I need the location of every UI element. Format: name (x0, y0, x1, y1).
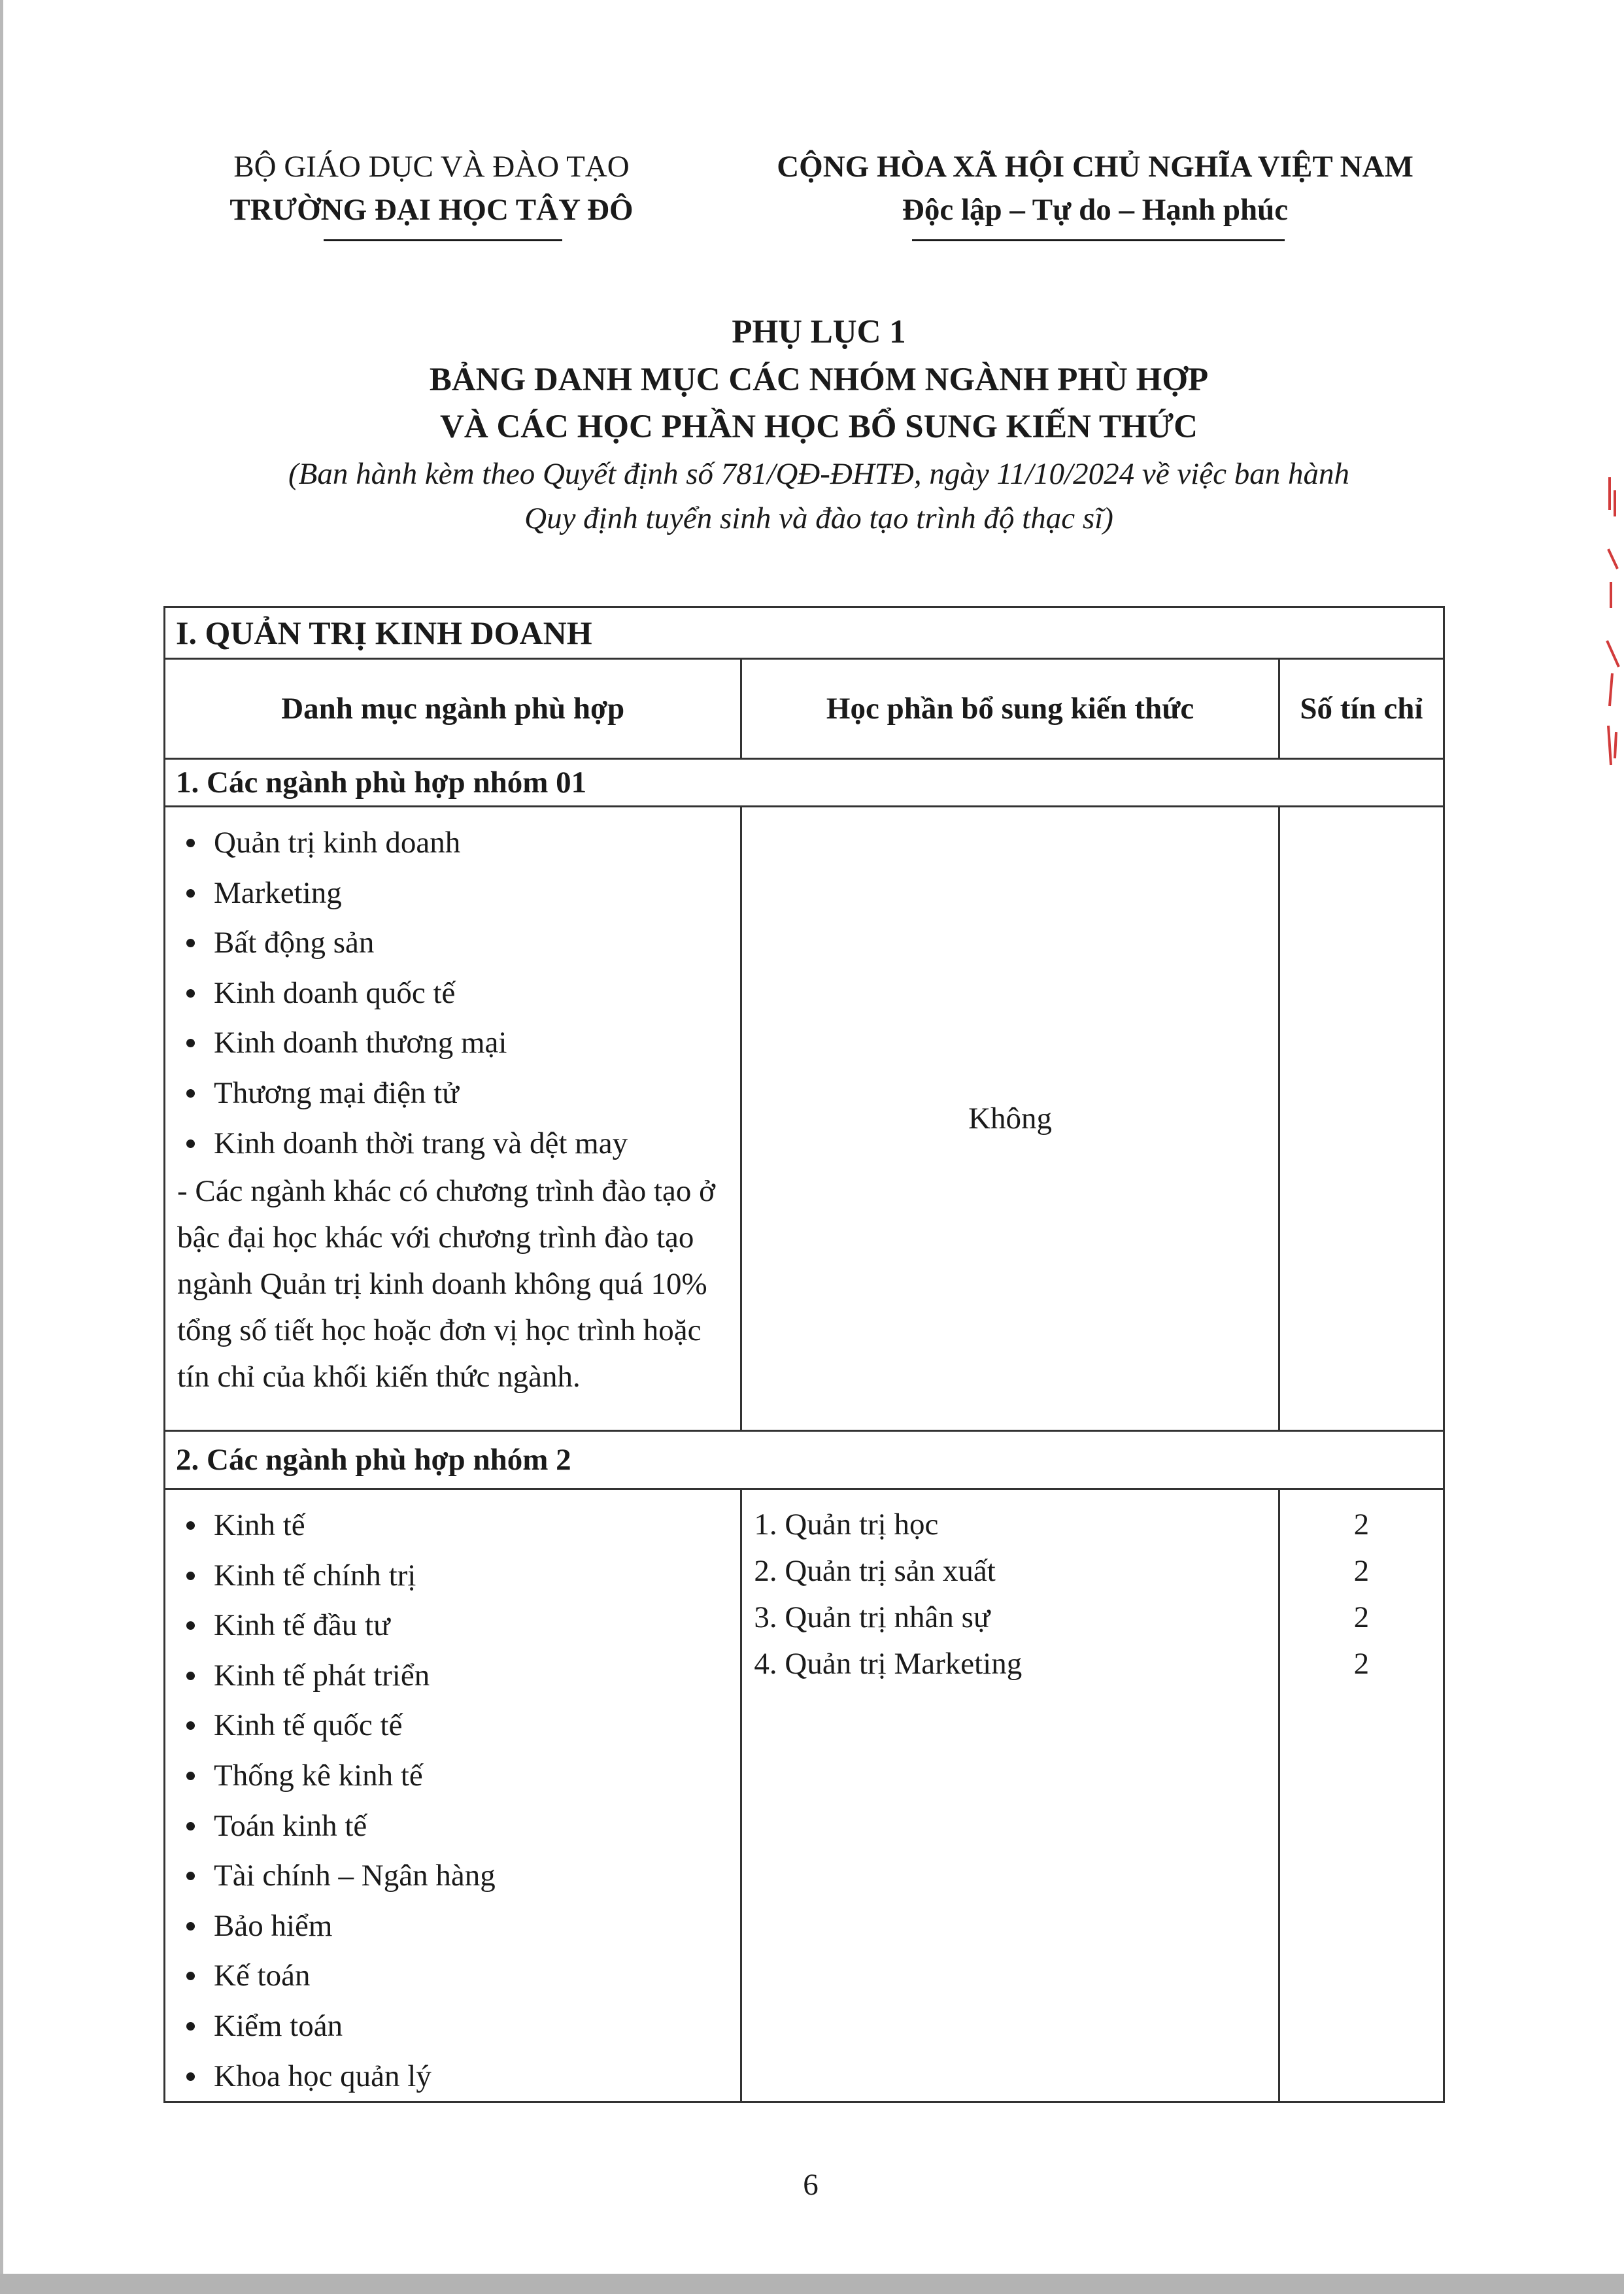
major-item: Khoa học quản lý (177, 2051, 740, 2102)
motto: Độc lập – Tự do – Hạnh phúc (902, 193, 1289, 227)
republic-name: CỘNG HÒA XÃ HỘI CHỦ NGHĨA VIỆT NAM (777, 150, 1413, 184)
document-title (183, 311, 1455, 541)
group2-courses-list (742, 1490, 1277, 1687)
scan-bottom-band (0, 2274, 1624, 2294)
decision-note-2: Quy định tuyển sinh và đào tạo trình độ thạc sĩ) (524, 501, 1113, 535)
page-number: 6 (803, 2168, 819, 2202)
course-item: 4. Quản trị Marketing (754, 1647, 1023, 1681)
major-item: Marketing (177, 868, 740, 919)
title-line-2: BẢNG DANH MỤC CÁC NHÓM NGÀNH PHÙ HỢP (429, 362, 1209, 398)
major-item: Kinh tế (177, 1500, 740, 1551)
major-item: Bất động sản (177, 918, 740, 968)
appendix-title: PHỤ LỤC 1 (732, 314, 906, 350)
group1-majors-cell (165, 807, 741, 1431)
major-item: Kế toán (177, 1951, 740, 2001)
school-underline (324, 239, 562, 241)
group1-title-row (165, 759, 1444, 807)
column-header-courses: Học phần bổ sung kiến thức (741, 659, 1279, 759)
credit-value: 2 (1353, 1647, 1370, 1681)
section-row (165, 607, 1444, 659)
column-header-row (165, 659, 1444, 759)
majors-table (163, 606, 1445, 2103)
course-item: 3. Quản trị nhân sự (754, 1600, 990, 1634)
major-item: Kinh tế quốc tế (177, 1700, 740, 1751)
major-item: Kinh tế đầu tư (177, 1600, 740, 1651)
column-header-majors: Danh mục ngành phù hợp (165, 659, 741, 759)
school-name: TRƯỜNG ĐẠI HỌC TÂY ĐÔ (229, 193, 634, 227)
group1-content-row (165, 807, 1444, 1431)
group2-majors-list (165, 1490, 740, 2101)
major-item: Kiểm toán (177, 2001, 740, 2051)
group2-courses-cell (741, 1489, 1279, 2102)
ministry-name: BỘ GIÁO DỤC VÀ ĐÀO TẠO (233, 150, 630, 184)
major-item: Toán kinh tế (177, 1801, 740, 1851)
course-item: 1. Quản trị học (754, 1508, 939, 1542)
header-right (736, 145, 1455, 231)
group2-majors-cell (165, 1489, 741, 2102)
course-item: 2. Quản trị sản xuất (754, 1554, 996, 1588)
major-item: Kinh tế chính trị (177, 1551, 740, 1601)
group1-note: - Các ngành khác có chương trình đào tạo ở bậc đại học khác với chương trình đào tạo ngành Quản trị kinh doanh không quá 10% tổng số tiết học hoặc đơn vị học trình hoặc tín chỉ của khối kiến thức ngành. (177, 1174, 716, 1394)
column-header-credits: Số tín chỉ (1279, 659, 1444, 759)
major-item: Thương mại điện tử (177, 1068, 740, 1119)
major-item: Tài chính – Ngân hàng (177, 1851, 740, 1901)
group1-courses: Không (741, 807, 1279, 1431)
group2-title-row (165, 1431, 1444, 1489)
major-item: Kinh doanh thời trang và dệt may (177, 1119, 740, 1169)
red-stamp-fragment (1595, 471, 1621, 771)
group2-content-row (165, 1489, 1444, 2102)
group1-credits (1279, 807, 1444, 1431)
motto-underline (912, 239, 1285, 241)
major-item: Kinh doanh thương mại (177, 1018, 740, 1068)
major-item: Bảo hiểm (177, 1901, 740, 1951)
credit-value: 2 (1353, 1508, 1370, 1542)
decision-note-1: (Ban hành kèm theo Quyết định số 781/QĐ-ĐHTĐ, ngày 11/10/2024 về việc ban hành (288, 457, 1349, 491)
major-item: Thống kê kinh tế (177, 1751, 740, 1801)
group2-credits-list (1280, 1490, 1443, 1687)
group1-title: 1. Các ngành phù hợp nhóm 01 (165, 759, 1444, 807)
credit-value: 2 (1353, 1600, 1370, 1634)
major-item: Quản trị kinh doanh (177, 818, 740, 868)
title-line-3: VÀ CÁC HỌC PHẦN HỌC BỔ SUNG KIẾN THỨC (440, 409, 1198, 445)
major-item: Kinh doanh quốc tế (177, 968, 740, 1019)
group1-majors-list (165, 807, 740, 1168)
section-title: I. QUẢN TRỊ KINH DOANH (165, 607, 1444, 659)
major-item: Kinh tế phát triển (177, 1651, 740, 1701)
header-left (183, 145, 680, 231)
scan-left-edge (0, 0, 3, 2294)
group2-title: 2. Các ngành phù hợp nhóm 2 (165, 1431, 1444, 1489)
group2-credits-cell (1279, 1489, 1444, 2102)
credit-value: 2 (1353, 1554, 1370, 1588)
